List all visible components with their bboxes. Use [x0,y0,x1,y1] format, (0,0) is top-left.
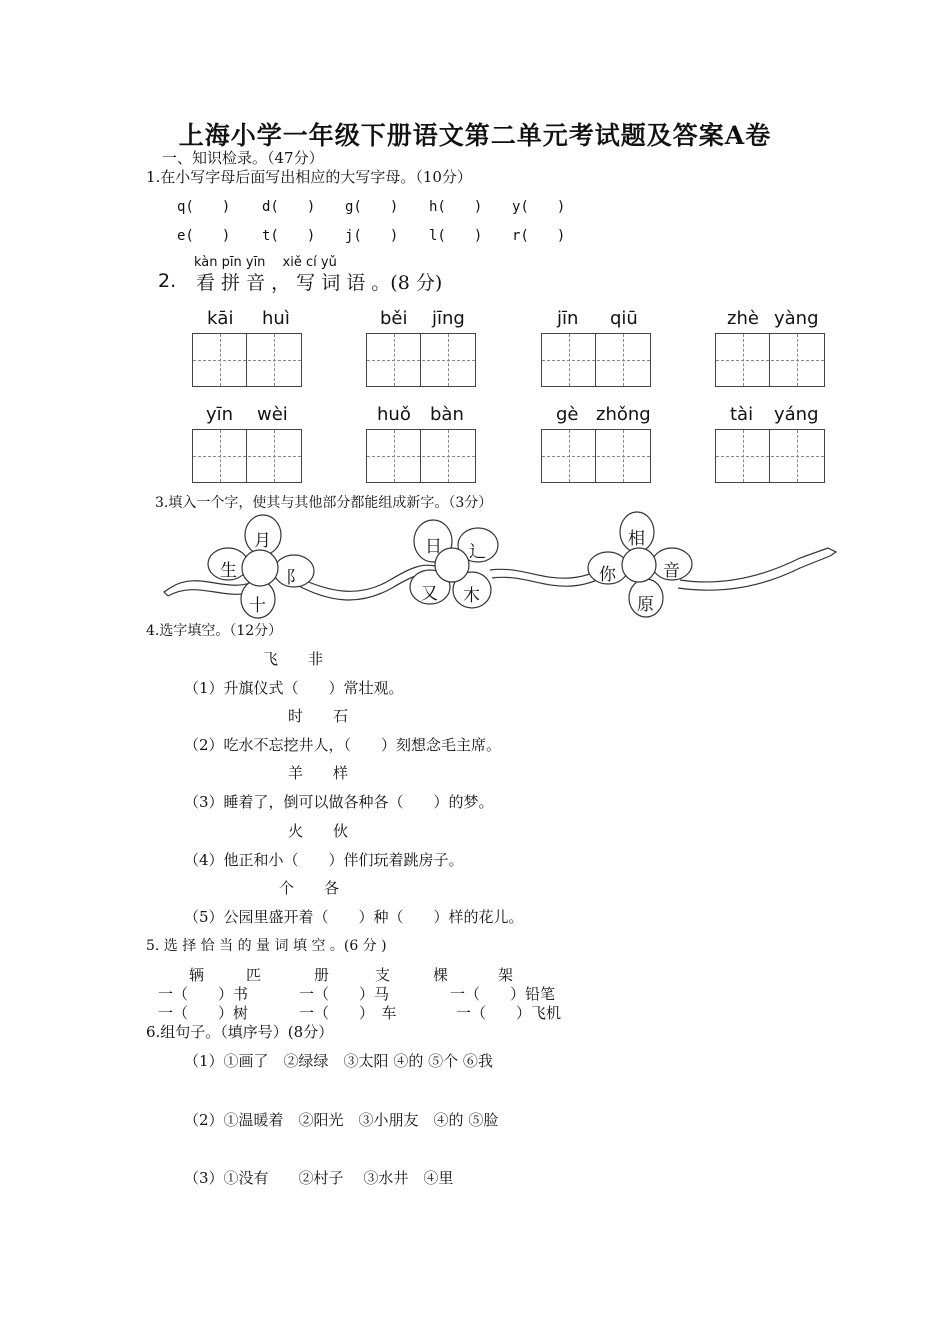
letter-blank[interactable]: g( ) [345,199,399,215]
pinyin-syllable: yīn [206,404,234,425]
q3-prompt: 3.填入一个字，使其与其他部分都能组成新字。（3分） [155,495,493,511]
letter-blank[interactable]: y( ) [512,199,566,215]
word-order-item: （3）①没有 ②村子 ③水井 ④里 [184,1169,454,1187]
petal-char: 相 [628,529,645,549]
petal-char: 木 [463,586,480,606]
writing-grid[interactable] [366,429,476,483]
measure-blank[interactable]: 一（ ）书 [158,985,249,1003]
pinyin-syllable: kāi [207,308,234,329]
pinyin-syllable: běi [380,308,408,329]
choice-chars: 时 石 [288,707,349,725]
petal-char: 阝 [286,568,303,588]
writing-grid[interactable] [366,333,476,387]
choice-chars: 个 各 [279,879,340,897]
writing-grid[interactable] [715,333,825,387]
center-blank[interactable] [622,549,656,583]
choice-chars: 火 伙 [288,822,349,840]
pinyin-syllable: yàng [774,308,819,329]
petal-char: 又 [421,584,438,604]
writing-grid[interactable] [541,333,651,387]
pinyin-syllable: zhǒng [596,404,651,425]
pinyin-syllable: jīn [557,308,579,329]
center-blank[interactable] [436,549,470,583]
fill-sentence[interactable]: （3）睡着了，倒可以做各种各（ ）的梦。 [184,793,494,811]
measure-word: 棵 [433,966,449,984]
measure-word: 支 [375,966,391,984]
measure-word: 架 [498,966,514,984]
petal-char: 日 [425,537,442,557]
pinyin-syllable: qiū [610,308,638,329]
q2-prompt: 看 拼 音 ， 写 词 语 。(8 分) [196,272,443,294]
measure-blank[interactable]: 一（ ）铅笔 [450,985,556,1003]
pinyin-syllable: tài [730,404,754,425]
pinyin-syllable: yáng [774,404,819,425]
choice-chars: 羊 样 [288,764,349,782]
writing-grid[interactable] [192,333,302,387]
pinyin-syllable: jīng [432,308,465,329]
petal-char: 十 [249,596,266,616]
writing-grid[interactable] [541,429,651,483]
measure-word: 册 [314,966,330,984]
letter-blank[interactable]: r( ) [512,228,566,244]
letter-blank[interactable]: j( ) [345,228,399,244]
writing-grid[interactable] [192,429,302,483]
measure-word: 匹 [246,966,262,984]
q2-pinyin-hint: kàn pīn yīn xiě cí yǔ [194,255,337,270]
choice-chars: 飞 非 [263,650,324,668]
q6-prompt: 6.组句子。（填序号）(8分） [146,1023,334,1041]
q5-prompt: 5. 选 择 恰 当 的 量 词 填 空 。(6 分 ) [146,938,387,954]
word-order-item: （2）①温暖着 ②阳光 ③小朋友 ④的 ⑤脸 [184,1111,499,1129]
petal-char: 音 [663,561,680,581]
measure-blank[interactable]: 一（ ）马 [299,985,390,1003]
letter-blank[interactable]: t( ) [262,228,316,244]
petal-char: 辶 [469,542,486,562]
letter-blank[interactable]: d( ) [262,199,316,215]
q2-number: 2. [158,270,177,292]
word-order-item: （1）①画了 ②绿绿 ③太阳 ④的 ⑤个 ⑥我 [184,1052,493,1070]
q1-prompt: 1.在小写字母后面写出相应的大写字母。（10分） [146,168,472,186]
fill-sentence[interactable]: （1）升旗仪式（ ）常壮观。 [184,679,404,697]
fill-sentence[interactable]: （2）吃水不忘挖井人，（ ）刻想念毛主席。 [184,736,502,754]
measure-blank[interactable]: 一（ ） 车 [299,1004,397,1022]
page-title: 上海小学一年级下册语文第二单元考试题及答案A卷 [178,121,772,150]
section-heading: 一、知识检录。（47分） [162,149,324,167]
center-blank[interactable] [243,551,277,585]
fill-sentence[interactable]: （4）他正和小（ ）伴们玩着跳房子。 [184,851,464,869]
pinyin-syllable: wèi [257,404,288,425]
petal-char: 生 [220,561,237,581]
petal-char: 你 [599,565,616,585]
letter-blank[interactable]: q( ) [177,199,231,215]
pinyin-syllable: bàn [430,404,464,425]
pinyin-syllable: gè [556,404,579,425]
q4-prompt: 4.选字填空。（12分） [146,623,283,639]
letter-blank[interactable]: e( ) [177,228,231,244]
writing-grid[interactable] [715,429,825,483]
pinyin-syllable: huǒ [377,404,411,425]
petal-char: 原 [637,595,654,615]
measure-blank[interactable]: 一（ ）飞机 [456,1004,562,1022]
pinyin-syllable: zhè [727,308,759,329]
fill-sentence[interactable]: （5）公园里盛开着（ ）种（ ）样的花儿。 [184,908,524,926]
measure-blank[interactable]: 一（ ）树 [158,1004,249,1022]
letter-blank[interactable]: h( ) [429,199,483,215]
measure-word: 辆 [189,966,205,984]
pinyin-syllable: huì [262,308,290,329]
petal-char: 月 [254,531,271,551]
letter-blank[interactable]: l( ) [429,228,483,244]
